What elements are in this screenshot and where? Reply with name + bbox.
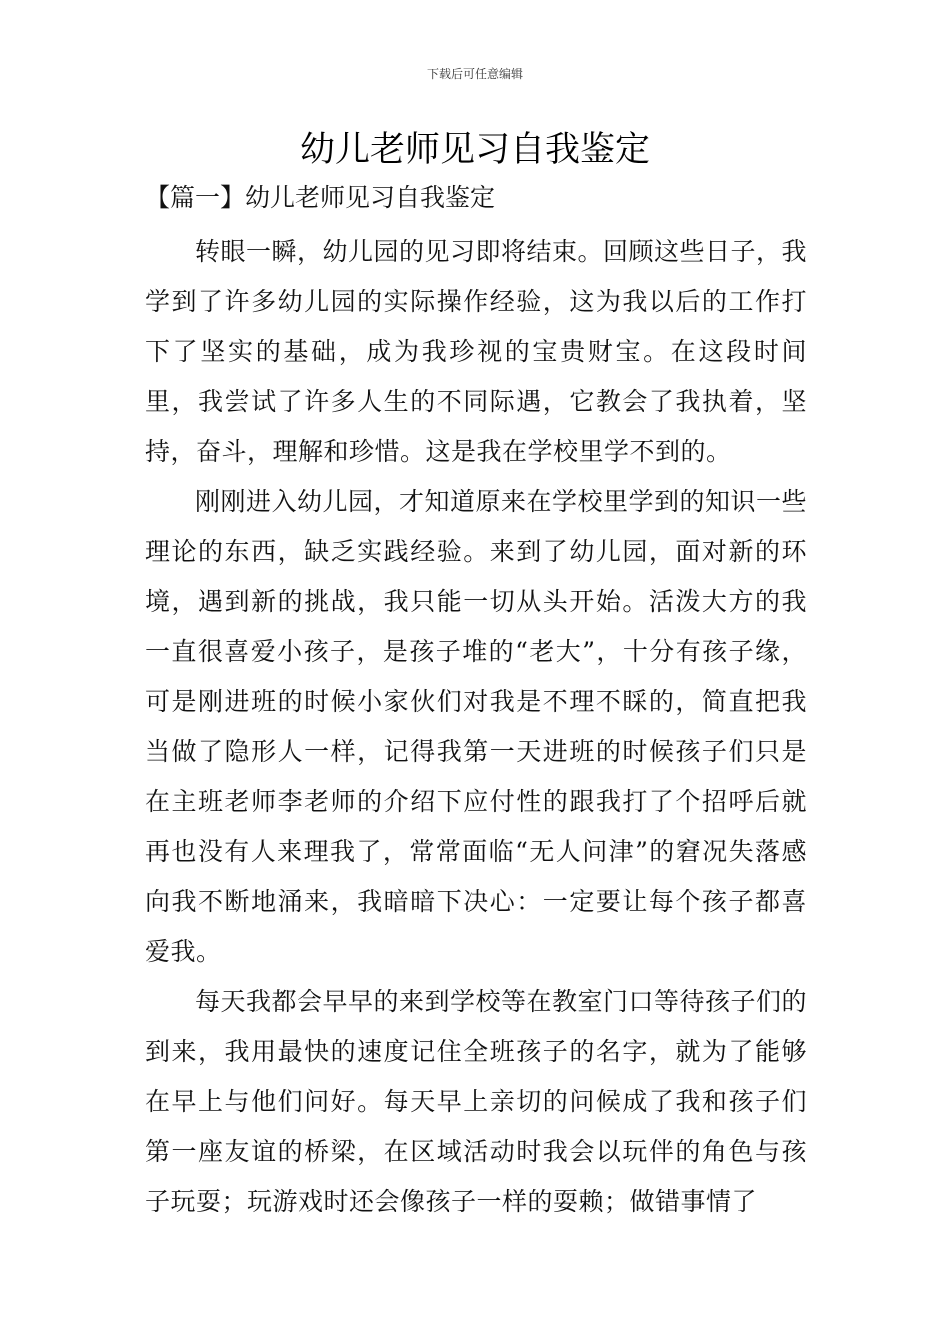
paragraph-1: 转眼一瞬，幼儿园的见习即将结束。回顾这些日子，我学到了许多幼儿园的实际操作经验，这为我以后的工作打下了坚实的基础，成为我珍视的宝贵财宝。在这段时间里，我尝试了许多人生的不同际遇，它教会了我执着，坚持，奋斗，理解和珍惜。这是我在学校里学不到的。 — [145, 237, 808, 466]
header-note: 下载后可任意编辑 — [426, 67, 523, 81]
section-heading: 【篇一】幼儿老师见习自我鉴定 — [145, 183, 496, 212]
document-title: 幼儿老师见习自我鉴定 — [299, 130, 650, 170]
paragraph-2: 刚刚进入幼儿园，才知道原来在学校里学到的知识一些理论的东西，缺乏实践经验。来到了幼儿园，面对新的环境，遇到新的挑战，我只能一切从头开始。活泼大方的我一直很喜爱小孩子，是孩子堆的“老大”，十分有孩子缘，可是刚进班的时候小家伙们对我是不理不睬的，简直把我当做了隐形人一样，记得我第一天进班的时候孩子们只是在主班老师李老师的介绍下应付性的跟我打了个招呼后就再也没有人来理我了，常常面临“无人问津”的窘况失落感向我不断地涌来，我暗暗下决心：一定要让每个孩子都喜爱我。 — [145, 487, 808, 966]
document-body — [145, 227, 807, 1227]
paragraph-3: 每天我都会早早的来到学校等在教室门口等待孩子们的到来，我用最快的速度记住全班孩子的名字，就为了能够在早上与他们问好。每天早上亲切的问候成了我和孩子们第一座友谊的桥梁，在区域活动时我会以玩伴的角色与孩子玩耍；玩游戏时还会像孩子一样的耍赖；做错事情了 — [145, 987, 808, 1216]
